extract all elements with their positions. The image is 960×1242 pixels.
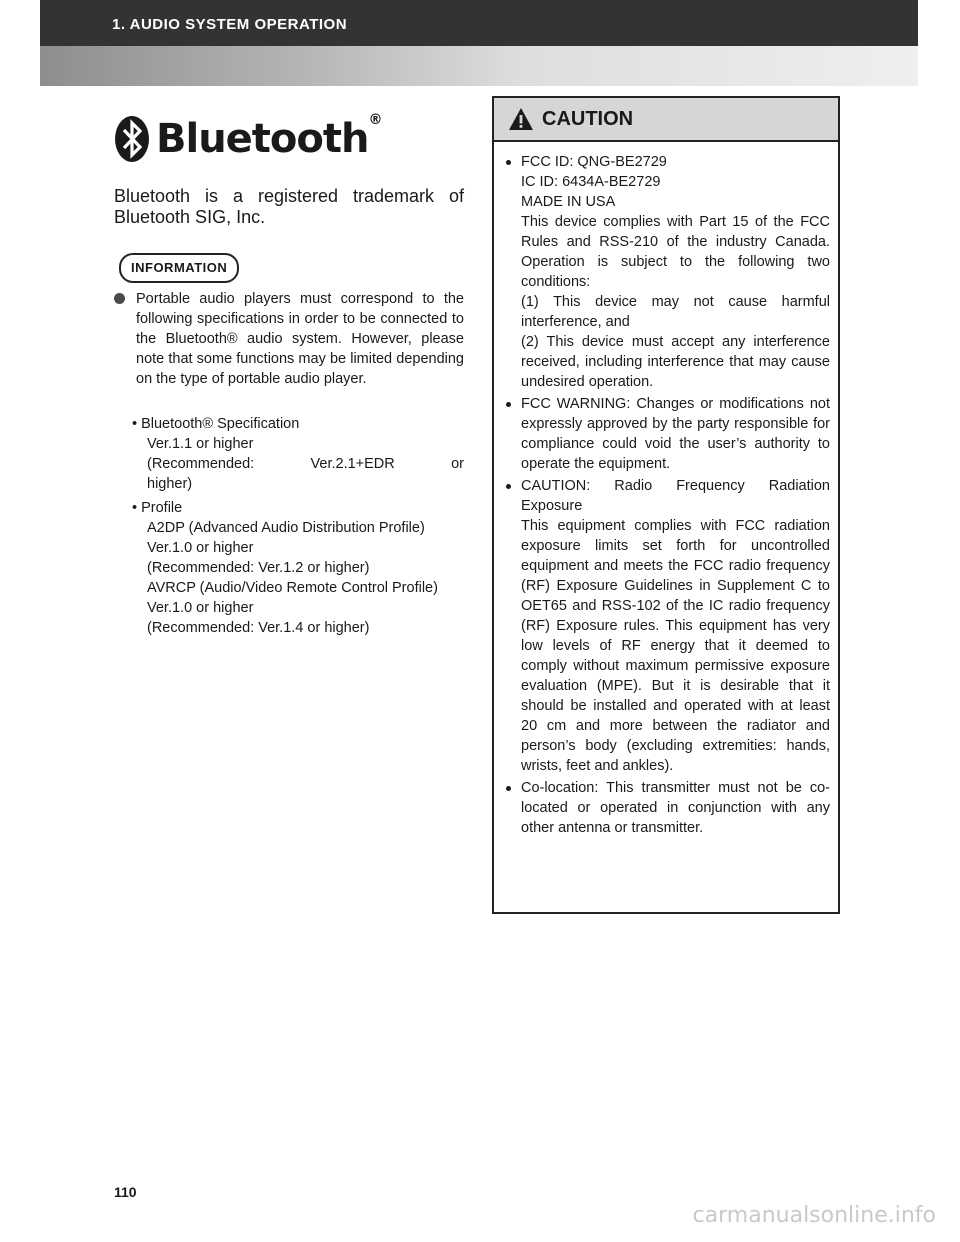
trademark-paragraph: Bluetooth is a registered trademark of Bluetooth SIG, Inc. — [114, 186, 464, 227]
caution-item: FCC WARNING: Changes or modifications not expressly approved by the party responsible for compliance could void the user’s authority to operate the equipment. — [504, 394, 830, 474]
caution-title: CAUTION — [542, 107, 634, 130]
spec-line: (Recommended: Ver.1.4 or higher) — [147, 620, 370, 636]
spec-profile — [132, 498, 464, 638]
caution-item: FCC ID: QNG-BE2729 IC ID: 6434A-BE2729 MADE IN USA This device complies with Part 15 of the FCC Rules and RSS-210 of the industry Canada. Operation is subject to the following two conditions: (1) This device may not cause harmful interference, and (2) This device must accept any interference received, including interference that may cause undesired operation. — [504, 152, 830, 392]
section-subheader-gradient — [40, 46, 918, 86]
spec-line: higher) — [147, 476, 193, 492]
information-bullet-text: Portable audio players must correspond to the following specifications in order to be connected to the Bluetooth® audio system. However, please note that some functions may be limited depending on the type of portable audio player. — [136, 291, 464, 387]
spec-bluetooth — [132, 414, 464, 494]
bullet-dot-icon — [506, 484, 511, 489]
spec-line: Ver.1.1 or higher — [147, 436, 254, 452]
information-bullet — [114, 289, 464, 389]
spec-recommended-line: (Recommended: Ver.2.1+EDR or — [147, 456, 464, 472]
caution-body — [494, 142, 838, 838]
caution-item: CAUTION: Radio Frequency Radiation Exposure This equipment complies with FCC radiation exposure limits set forth for uncontrolled equipment and meets the FCC radio frequency (RF) Exposure Guidelines in Supplement C to OET65 and RSS-102 of the IC radio frequency (RF) Exposure rules. This equipment has very low levels of RF energy that it deemed to comply without maximum permissive exposure evaluation (MPE). But it is desirable that it should be installed and operated with at least 20 cm and more between the radiator and person’s body (excluding extremities: hands, wrists, feet and ankles). — [504, 476, 830, 776]
bullet-dot-icon — [506, 160, 511, 165]
caution-box — [492, 96, 840, 914]
spec-title: • Bluetooth® Specification — [132, 416, 300, 432]
spec-title: • Profile — [132, 500, 183, 516]
warning-triangle-icon — [508, 107, 534, 131]
bullet-dot-icon — [506, 786, 511, 791]
bluetooth-wordmark: Bluetooth® — [156, 112, 382, 162]
spec-line: Ver.1.0 or higher — [147, 540, 254, 556]
watermark: carmanualsonline.info — [692, 1203, 936, 1228]
bullet-dot-icon — [114, 293, 125, 304]
bluetooth-icon — [114, 115, 150, 163]
page-number: 110 — [114, 1184, 137, 1200]
caution-header — [494, 98, 838, 142]
information-label: INFORMATION — [119, 253, 239, 283]
spec-line: Ver.1.0 or higher — [147, 600, 254, 616]
spec-line: A2DP (Advanced Audio Distribution Profile) — [147, 520, 425, 536]
bullet-dot-icon — [506, 402, 511, 407]
bluetooth-logo — [114, 112, 381, 166]
spec-line: AVRCP (Audio/Video Remote Control Profile) — [147, 580, 438, 596]
section-header-bar — [40, 0, 918, 46]
caution-item: Co-location: This transmitter must not be co-located or operated in conjunction with any other antenna or transmitter. — [504, 778, 830, 838]
spec-line: (Recommended: Ver.1.2 or higher) — [147, 560, 370, 576]
section-title: 1. AUDIO SYSTEM OPERATION — [112, 16, 348, 33]
